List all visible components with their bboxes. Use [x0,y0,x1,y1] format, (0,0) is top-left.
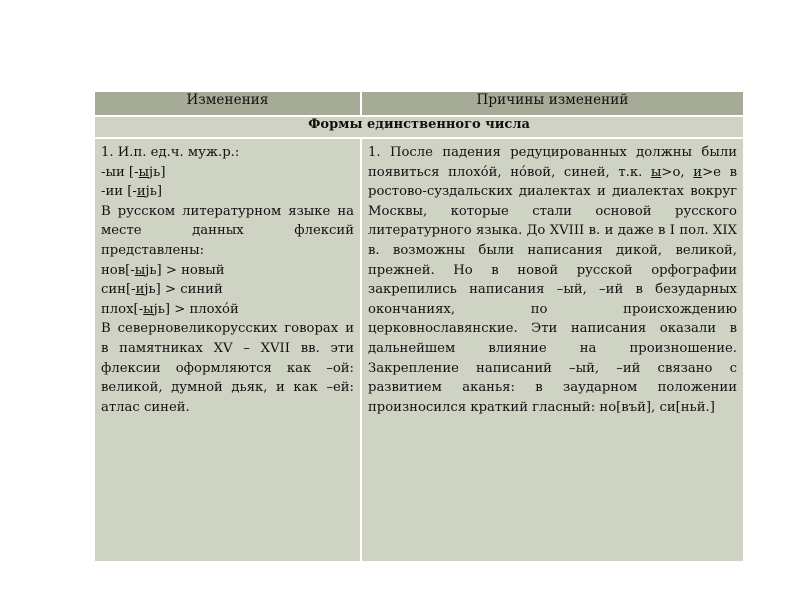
table-row [94,138,744,562]
reasons-cell [361,138,744,562]
ending-yi-line: -ыи [-ыjь] [101,164,166,180]
changes-table [93,90,745,563]
reasons-paragraph: 1. После падения редуцированных должны были появиться плохóй, нóвой, синей, т.к. ы>о, и>е в ростово-суздальских диалектах и диалектах вокруг Москвы, которые стали основой русского литературного языка. До XVIII в. и даже в I пол. XIX в. возможны были написания дикой, великой, прежней. Но в новой русской орфографии закрепились написания –ый, –ий в безударных окончаниях, по происхождению церковнославянские. Эти написания оказали в дальнейшем влияние на произношение. Закрепление написаний –ый, –ий связано с развитием аканья: в заударном положении произносился краткий гласный: но[въй], си[ньй.] [368,145,737,415]
header-changes: Изменения [94,91,361,116]
header-reasons: Причины изменений [361,91,744,116]
section-title: Формы единственного числа [94,116,744,138]
literary-language-paragraph: В русском литературном языке на месте данных флексий представлены: [101,203,354,258]
changes-cell [94,138,361,562]
ending-ii-line: -ии [-иjь] [101,184,163,200]
example-novyi: нов[-ыjь] > новый [101,262,225,278]
heading-line: 1. И.п. ед.ч. муж.р.: [101,145,240,160]
example-sinii: син[-иjь] > синий [101,282,223,298]
example-plokhoi: плох[-ыjь] > плохóй [101,301,239,317]
dialects-paragraph: В северновеликорусских говорах и в памятниках XV – XVII вв. эти флексии оформляются как –ой: великой, думной дьяк, и как –ей: атлас синей. [101,321,354,415]
section-row [94,116,744,138]
table-header-row [94,91,744,116]
